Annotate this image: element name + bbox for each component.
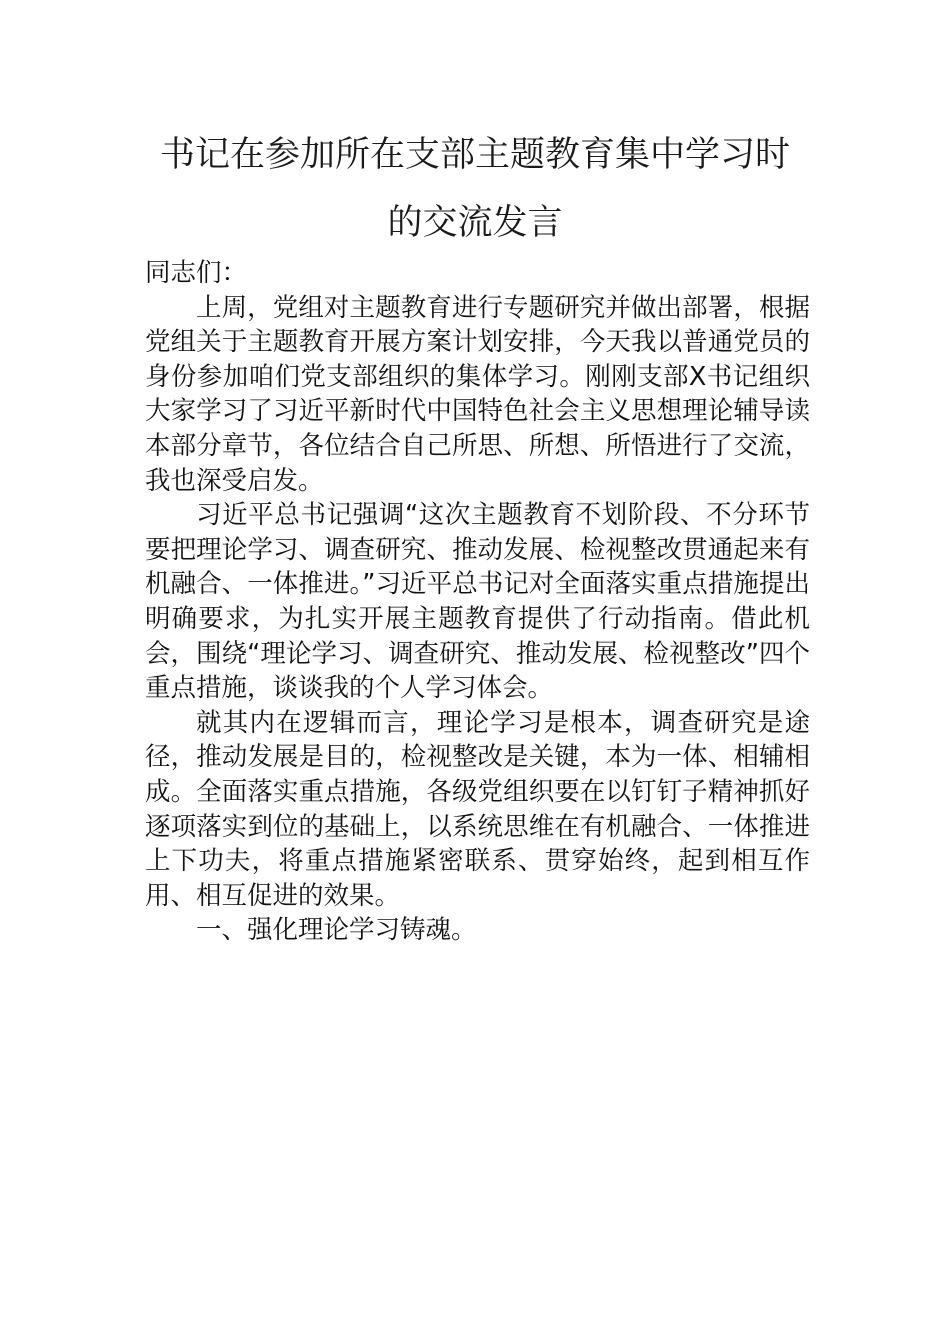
paragraph-2: 习近平总书记强调“这次主题教育不划阶段、不分环节要把理论学习、调查研究、推动发展、检视整改贯通起来有机融合、一体推进。”习近平总书记对全面落实重点措施提出明确要求，为扎实开展主题教育提供了行动指南。借此机会，围绕“理论学习、调查研究、推动发展、检视整改”四个重点措施，谈谈我的个人学习体会。 xyxy=(145,500,810,704)
document-body xyxy=(145,256,810,948)
document-title-line-1: 书记在参加所在支部主题教育集中学习时 xyxy=(159,135,790,175)
paragraph-3: 就其内在逻辑而言，理论学习是根本，调查研究是途径，推动发展是目的，检视整改是关键，本为一体、相辅相成。全面落实重点措施，各级党组织要在以钉钉子精神抓好逐项落实到位的基础上，以系统思维在有机融合、一体推进上下功夫，将重点措施紧密联系、贯穿始终，起到相互作用、相互促进的效果。 xyxy=(145,707,810,911)
document-title-line-2: 的交流发言 xyxy=(387,203,563,243)
salutation: 同志们： xyxy=(145,258,248,288)
section-heading-1: 一、强化理论学习铸魂。 xyxy=(196,915,477,946)
paragraph-1: 上周，党组对主题教育进行专题研究并做出部署，根据党组关于主题教育开展方案计划安排，今天我以普通党员的身份参加咱们党支部组织的集体学习。刚刚支部X书记组织大家学习了习近平新时代中国特色社会主义思想理论辅导读本部分章节，各位结合自己所思、所想、所悟进行了交流，我也深受启发。 xyxy=(145,292,810,496)
